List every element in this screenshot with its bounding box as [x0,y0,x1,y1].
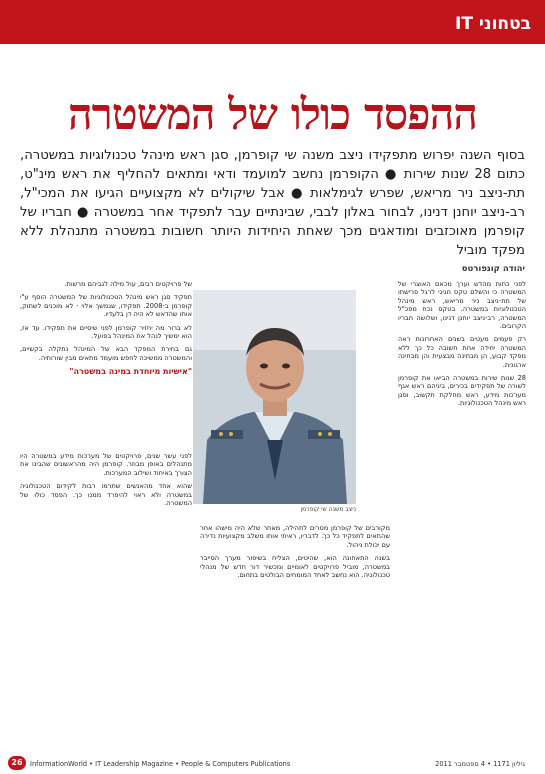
paragraph: שהוא אחד מהאנשים שתרמו רבות לקידום הטכנולוגיה במשטרה ולא ראוי להיפרד ממנו כך. הפסד כולו של המשטרה. [20,482,192,508]
subheading: "אישיות מיוחדת במינה במשטרה" [69,367,192,377]
paragraph: בשנה התאחונה הוא, שהיטים, הצליח בשיפור מערך הסייבר במשטרה, מוביל פרויקטים לאומיים ומכשיר דור חדש של מנהלי טכנולוגיה. הוא נחשב לאחד המומחים הבולטים בתחום. [200,554,390,580]
page-footer [0,756,545,774]
section-label: IT בטחוני [455,14,531,34]
section-header-bar [0,0,545,44]
paragraph: תפקיד סגן ראש מינהל הטכנולוגיות של המשטרה הוסף ע"י קופרמן ב-2008. תפקידו, שגמשך אלוי - לא מוכנים לשתוק, אותו שהדאש לא היה דן בלעדיו. [20,293,192,319]
photo-caption: ניצב משנה שי קופרמן [300,506,356,513]
paragraph: מקורבים של קופרמן מסרים לתהילה, מאחר שלא היה מישהו אחר שהתאים לתפקיד כל כך. לדבריו, ראיתי אותו משלב מקצועיות נדירה עם יכולת ניהול. [200,524,390,549]
paragraph: של פרויקטים רבים, עול מילה לגביהם מרשות. [64,280,192,288]
column-left [20,280,192,381]
paragraph: גם בחירת המפקד הבא של המינהל נתקלה בקשיים, והמשטרה ממשיכה לחפש מועמד מתאים מבין שורותיה. [20,345,192,362]
publication-line: InformationWorld • IT Leadership Magazine • People & Computers Publications [30,760,291,768]
paragraph: 28 שנות שירות במשטרה הביאו את קופרמן לשורה של תפקידים בכירים, ביניהם ראש אגף מערכות מידע, ראש מחלקת תקשוב, וסגן ראש מינהל הטכנולוגיות. [398,374,526,408]
deck: בסוף השנה יפרוש מתפקידו ניצב משנה שי קופרמן, סגן ראש מינהל טכנולוגיות במשטרה, כתום 28 שנות שירות ● הקופרמן נחשב למועמד ודאי ומתאים להחליף את ראש מינ"ט, תת-ניצב ניר מריאש, שפרש לגימלאות ● אבל שיקולים לא מקצועיים הגיעו את המכי"ל, רב-ניצב יוחנן דנינו, לבחור באלון לבבי, שבינתיים עבר לתפקיד אחר במשטרה ● חבריו של קופרמן מאוכזבים ומודאגים מכך שאחת היחידות היותר חשובות במשטרה מתנהלת ללא מפקד מוביל [20,148,525,258]
page-number: 26 [8,756,26,770]
paragraph: לפני כחות מהדש וערך מכאם האוצרי של המשטרה כי והשלם טקס חגיגי לרגל פרישתו של תת-ניצב ניר מריאש, ראש מינהל הטכנולוגיות במשטרה. בטקס נכח מפכ"ל המשטרה, רב-ניצב יוחנן דנינו, ושלושה חבריו הקרובים. [398,280,526,331]
headline: ההפסד כולו של המשטרה [67,90,478,140]
portrait-photo [193,290,356,504]
issue-date: גיליון 1171 • 4 ספטמבר 2011 [435,760,525,768]
byline: יהודה קונפורטס [461,264,525,274]
column-right [398,280,526,413]
portrait-illustration [193,290,356,504]
paragraph: לפני עשר שנים, פרויקטים של מערכות מידע במשטרה היו מתנהלים באופן מבוזר. קופרמן היה מהראשונים שהבינו את הצורך באיחוד ושילוב המערכות. [20,452,192,477]
paragraph: רק פעמים מעטים בשנים האחרונות ראה המשטרה יחידה אחת חשובה כל כך ללא מפקד קבוע, הן מבחינה מבצעית והן מבחינה ארגונית. [398,335,526,369]
column-left-low [20,452,192,512]
paragraph: לא ברור מה יחזיר קופרמן לפני שיסיים את תפקידו. עד אז, הוא ימשיך לנהל את המינהל בפועל. [20,323,192,341]
column-middle-low [200,524,390,584]
